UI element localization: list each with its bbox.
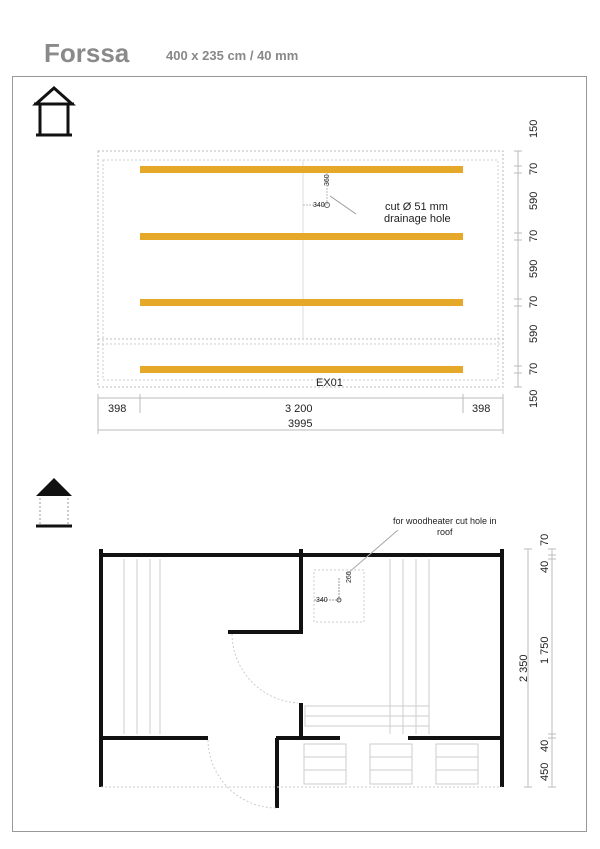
rdim: 70 — [528, 295, 540, 308]
rdim2: 450 — [539, 762, 551, 781]
plan-view-icon — [36, 478, 72, 526]
dim-left: 398 — [108, 403, 127, 415]
beam — [140, 233, 463, 240]
heater-hole-x: 340 — [316, 597, 328, 604]
heater-note-line2: roof — [437, 527, 453, 537]
rdim: 70 — [528, 362, 540, 375]
model-dimensions: 400 x 235 cm / 40 mm — [166, 48, 299, 63]
drainage-note-line1: cut Ø 51 mm — [385, 201, 448, 213]
floor-plan — [98, 120, 540, 434]
roof-view-icon — [34, 88, 74, 135]
rdim2: 70 — [539, 533, 551, 546]
rdim: 150 — [528, 119, 540, 138]
drainage-note-line2: drainage hole — [384, 213, 451, 225]
hole-y-dim: 360 — [324, 174, 331, 186]
rdim: 150 — [528, 389, 540, 408]
rdim: 70 — [528, 162, 540, 175]
rdim2: 40 — [539, 739, 551, 752]
rdim2: 1 750 — [539, 636, 551, 664]
plan-label: EX01 — [316, 377, 343, 389]
heater-hole-y: 260 — [346, 571, 353, 583]
beam — [140, 166, 463, 173]
model-title: Forssa — [44, 38, 130, 68]
heater-note-line1: for woodheater cut hole in — [393, 516, 497, 526]
dim-right: 398 — [472, 403, 491, 415]
rdim: 590 — [528, 259, 540, 278]
beam — [140, 299, 463, 306]
rdim: 590 — [528, 191, 540, 210]
hole-x-dim: 340 — [313, 202, 325, 209]
beam — [140, 366, 463, 373]
total-depth: 2 350 — [518, 654, 530, 682]
rdim: 70 — [528, 229, 540, 242]
rdim2: 40 — [539, 560, 551, 573]
dim-center: 3 200 — [285, 403, 313, 415]
layout-plan — [100, 516, 556, 808]
rdim: 590 — [528, 324, 540, 343]
dim-total-width: 3995 — [288, 418, 313, 430]
